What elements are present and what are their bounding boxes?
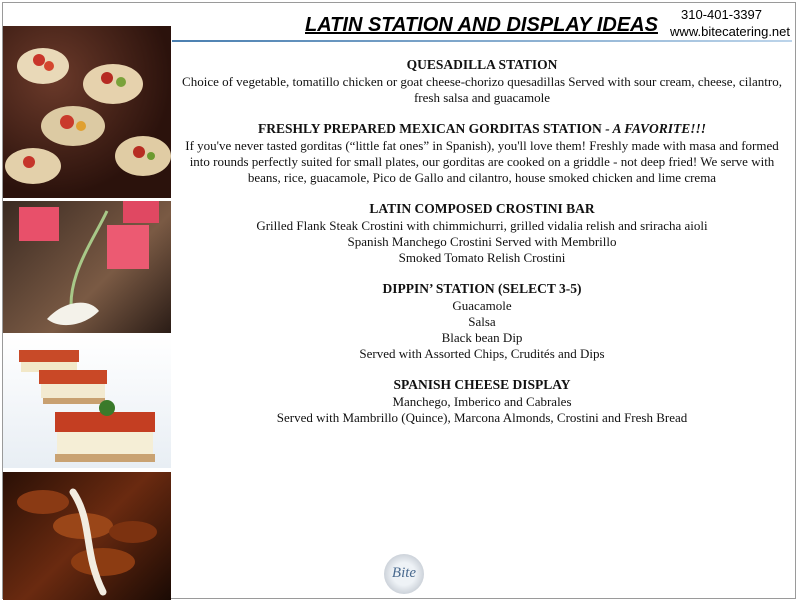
section-dippin-station <box>172 280 792 362</box>
section-line: Smoked Tomato Relish Crostini <box>398 250 566 265</box>
menu-content <box>172 56 792 440</box>
section-title-text: FRESHLY PREPARED MEXICAN GORDITAS STATION <box>258 121 602 136</box>
section-cheese-display <box>172 376 792 426</box>
photo-watermelon-cubes <box>3 201 171 333</box>
photo-column <box>3 26 171 600</box>
section-line: Salsa <box>468 314 496 329</box>
page-title: LATIN STATION AND DISPLAY IDEAS <box>305 14 658 36</box>
section-gorditas-station <box>172 120 792 186</box>
section-line: If you've never tasted gorditas (“little fat ones” in Spanish), you'll love them! Freshly made with masa and formed <box>185 138 779 153</box>
photo-bruschetta-bites <box>3 26 171 198</box>
header <box>172 2 796 40</box>
section-line: Served with Mambrillo (Quince), Marcona Almonds, Crostini and Fresh Bread <box>276 410 688 425</box>
logo-text: Bite <box>391 565 417 581</box>
header-divider <box>172 40 792 42</box>
section-title: QUESADILLA STATION <box>406 57 558 72</box>
section-crostini-bar <box>172 200 792 266</box>
bite-logo <box>384 554 424 594</box>
section-title: DIPPIN’ STATION (SELECT 3-5) <box>382 281 582 296</box>
section-title <box>172 120 792 138</box>
section-line: Black bean Dip <box>441 330 523 345</box>
section-line: fresh salsa and guacamole <box>413 90 551 105</box>
section-line: Served with Assorted Chips, Crudités and Dips <box>359 346 605 361</box>
section-line: into rounds perfectly suited for small plates, our gorditas are cooked on a griddle - not deep fried! We serve with <box>189 154 775 169</box>
section-quesadilla-station <box>172 56 792 106</box>
section-line: Grilled Flank Steak Crostini with chimmichurri, grilled vidalia relish and sriracha aioli <box>256 218 708 233</box>
section-line: Spanish Manchego Crostini Served with Membrillo <box>347 234 617 249</box>
photo-crostini-slices <box>3 336 171 468</box>
section-title: SPANISH CHEESE DISPLAY <box>393 377 571 392</box>
section-line: beans, rice, guacamole, Pico de Gallo and cilantro, house smoked chicken and lime crema <box>247 170 717 185</box>
phone-number: 310-401-3397 <box>681 7 762 22</box>
website-link[interactable]: www.bitecatering.net <box>670 24 790 39</box>
section-line: Manchego, Imberico and Cabrales <box>392 394 572 409</box>
section-line: Choice of vegetable, tomatillo chicken or goat cheese-chorizo quesadillas Served with sour cream, cheese, cilantro, <box>182 74 782 89</box>
photo-gorditas-platter <box>3 472 171 600</box>
section-title: LATIN COMPOSED CROSTINI BAR <box>369 201 595 216</box>
favorite-tag: - A FAVORITE!!! <box>601 121 706 136</box>
section-line: Guacamole <box>452 298 512 313</box>
